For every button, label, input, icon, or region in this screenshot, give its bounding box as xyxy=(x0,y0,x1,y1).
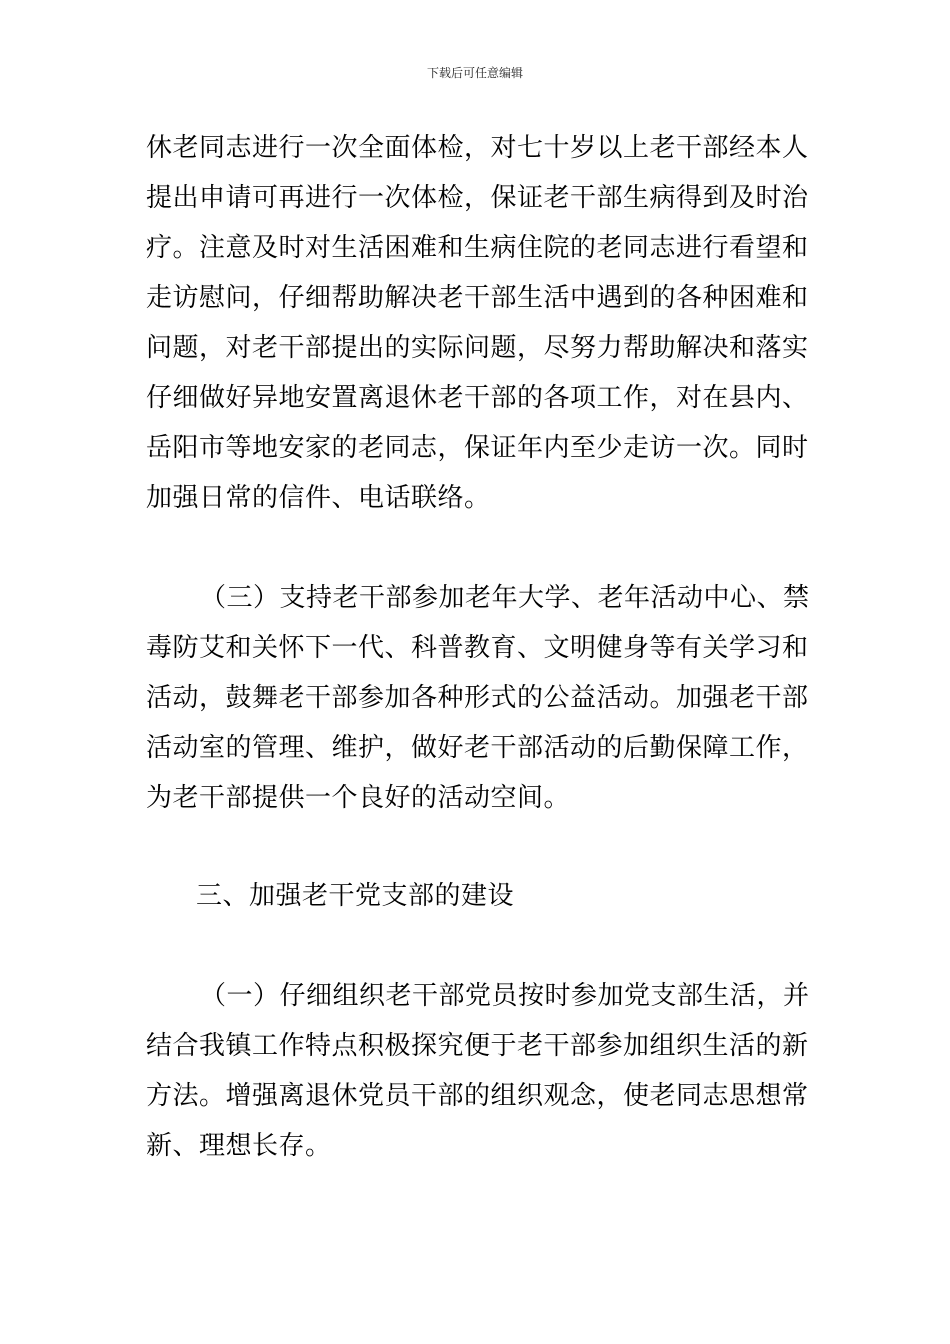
text-line: 为老干部提供一个良好的活动空间。 xyxy=(146,783,571,813)
text-line: 方法。增强离退休党员干部的组织观念，使老同志思想常 xyxy=(146,1081,809,1111)
text-line: （一）仔细组织老干部党员按时参加党支部生活，并 xyxy=(200,981,810,1011)
text-line: 活动室的管理、维护，做好老干部活动的后勤保障工作， xyxy=(146,733,809,763)
text-line: （三）支持老干部参加老年大学、老年活动中心、禁 xyxy=(200,583,810,613)
text-line: 活动，鼓舞老干部参加各种形式的公益活动。加强老干部 xyxy=(146,683,809,713)
text-line: 毒防艾和关怀下一代、科普教育、文明健身等有关学习和 xyxy=(146,633,809,663)
text-line: 走访慰问，仔细帮助解决老干部生活中遇到的各种困难和 xyxy=(146,283,809,313)
text-line: 加强日常的信件、电话联络。 xyxy=(146,483,491,513)
text-line: 提出申请可再进行一次体检，保证老干部生病得到及时治 xyxy=(146,183,809,213)
text-line: 新、理想长存。 xyxy=(146,1131,332,1161)
text-line: 疗。注意及时对生活困难和生病住院的老同志进行看望和 xyxy=(146,233,809,263)
text-line: 仔细做好异地安置离退休老干部的各项工作，对在县内、 xyxy=(146,383,809,413)
text-line: 结合我镇工作特点积极探究便于老干部参加组织生活的新 xyxy=(146,1031,809,1061)
page-header-note: 下载后可任意编辑 xyxy=(426,66,523,80)
text-line: 问题，对老干部提出的实际问题，尽努力帮助解决和落实 xyxy=(146,333,809,363)
text-line: 休老同志进行一次全面体检，对七十岁以上老干部经本人 xyxy=(146,133,809,163)
text-line: 岳阳市等地安家的老同志，保证年内至少走访一次。同时 xyxy=(146,433,809,463)
section-heading: 三、加强老干党支部的建设 xyxy=(196,881,515,911)
